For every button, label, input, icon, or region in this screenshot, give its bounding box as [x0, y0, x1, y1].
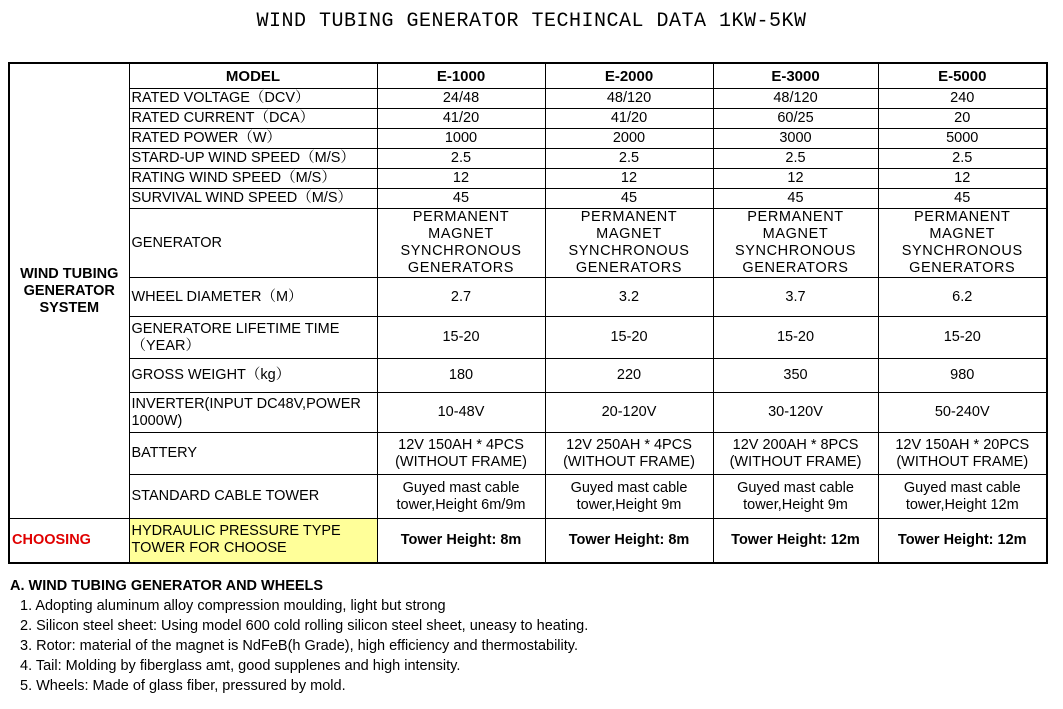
- header-row: [9, 63, 1047, 89]
- row-label: WHEEL DIAMETER（M）: [129, 278, 377, 317]
- tower-height-cell: Tower Height: 12m: [878, 519, 1047, 563]
- list-item: 5. Wheels: Made of glass fiber, pressured by mold.: [20, 678, 346, 694]
- table-cell: 980: [878, 359, 1047, 393]
- table-cell: 2.7: [377, 278, 545, 317]
- tower-height-cell: Tower Height: 8m: [377, 519, 545, 563]
- table-cell: 45: [545, 189, 713, 209]
- table-cell: 45: [377, 189, 545, 209]
- table-cell: 12V 150AH * 4PCS (WITHOUT FRAME): [377, 433, 545, 475]
- table-cell: 3.2: [545, 278, 713, 317]
- notes-heading: A. WIND TUBING GENERATOR AND WHEELS: [10, 578, 324, 594]
- model-header-e3000: E-3000: [713, 63, 878, 89]
- table-cell: 12V 200AH * 8PCS (WITHOUT FRAME): [713, 433, 878, 475]
- table-cell: 48/120: [545, 89, 713, 109]
- table-row: [9, 169, 1047, 189]
- list-item: 1. Adopting aluminum alloy compression moulding, light but strong: [20, 598, 446, 614]
- table-cell: 12: [878, 169, 1047, 189]
- table-row: [9, 189, 1047, 209]
- table-row: [9, 89, 1047, 109]
- tower-height-cell: Tower Height: 12m: [713, 519, 878, 563]
- table-cell: 10-48V: [377, 393, 545, 433]
- table-cell: 41/20: [545, 109, 713, 129]
- table-row: [9, 433, 1047, 475]
- table-cell: 12V 150AH * 20PCS (WITHOUT FRAME): [878, 433, 1047, 475]
- table-cell: 12: [377, 169, 545, 189]
- table-cell: PERMANENT MAGNET SYNCHRONOUS GENERATORS: [878, 209, 1047, 278]
- row-label: RATED CURRENT（DCA）: [129, 109, 377, 129]
- row-label: GENERATORE LIFETIME TIME（YEAR）: [129, 317, 377, 359]
- table-cell: 240: [878, 89, 1047, 109]
- table-cell: 45: [713, 189, 878, 209]
- table-cell: 45: [878, 189, 1047, 209]
- row-label: SURVIVAL WIND SPEED（M/S）: [129, 189, 377, 209]
- table-cell: 2.5: [545, 149, 713, 169]
- table-cell: 15-20: [713, 317, 878, 359]
- table-cell: 2000: [545, 129, 713, 149]
- table-cell: 12: [545, 169, 713, 189]
- spec-table: [8, 62, 1048, 564]
- table-cell: 15-20: [377, 317, 545, 359]
- row-label: INVERTER(INPUT DC48V,POWER 1000W): [129, 393, 377, 433]
- table-row: [9, 109, 1047, 129]
- table-row: [9, 317, 1047, 359]
- table-cell: 60/25: [713, 109, 878, 129]
- choosing-row: [9, 519, 1047, 563]
- table-row: [9, 209, 1047, 278]
- table-cell: 41/20: [377, 109, 545, 129]
- table-cell: 220: [545, 359, 713, 393]
- table-cell: 5000: [878, 129, 1047, 149]
- table-cell: 24/48: [377, 89, 545, 109]
- table-cell: 350: [713, 359, 878, 393]
- table-cell: 20-120V: [545, 393, 713, 433]
- document-title: WIND TUBING GENERATOR TECHINCAL DATA 1KW-5KW: [256, 10, 807, 33]
- table-cell: 2.5: [377, 149, 545, 169]
- table-cell: 3000: [713, 129, 878, 149]
- table-cell: 6.2: [878, 278, 1047, 317]
- row-label: BATTERY: [129, 433, 377, 475]
- hydraulic-tower-option: HYDRAULIC PRESSURE TYPE TOWER FOR CHOOSE: [129, 519, 377, 563]
- row-label: RATED VOLTAGE（DCV）: [129, 89, 377, 109]
- table-cell: 12: [713, 169, 878, 189]
- table-cell: PERMANENT MAGNET SYNCHRONOUS GENERATORS: [545, 209, 713, 278]
- system-label-cell: [9, 63, 129, 519]
- table-row: [9, 129, 1047, 149]
- choosing-label: CHOOSING: [9, 519, 129, 563]
- list-item: 4. Tail: Molding by fiberglass amt, good supplenes and high intensity.: [20, 658, 461, 674]
- table-cell: 2.5: [878, 149, 1047, 169]
- model-header-e2000: E-2000: [545, 63, 713, 89]
- model-header-e5000: E-5000: [878, 63, 1047, 89]
- row-label: GROSS WEIGHT（kg）: [129, 359, 377, 393]
- row-label: RATED POWER（W）: [129, 129, 377, 149]
- model-header-e1000: E-1000: [377, 63, 545, 89]
- list-item: 2. Silicon steel sheet: Using model 600 cold rolling silicon steel sheet, uneasy to heating.: [20, 618, 589, 634]
- notes-section: [10, 576, 588, 696]
- table-cell: 12V 250AH * 4PCS (WITHOUT FRAME): [545, 433, 713, 475]
- table-cell: PERMANENT MAGNET SYNCHRONOUS GENERATORS: [713, 209, 878, 278]
- table-cell: 180: [377, 359, 545, 393]
- table-row: [9, 475, 1047, 519]
- table-row: [9, 359, 1047, 393]
- table-cell: Guyed mast cable tower,Height 9m: [713, 475, 878, 519]
- table-cell: Guyed mast cable tower,Height 12m: [878, 475, 1047, 519]
- row-label: STANDARD CABLE TOWER: [129, 475, 377, 519]
- table-cell: 20: [878, 109, 1047, 129]
- table-cell: 15-20: [545, 317, 713, 359]
- table-cell: 3.7: [713, 278, 878, 317]
- table-cell: 30-120V: [713, 393, 878, 433]
- table-cell: 1000: [377, 129, 545, 149]
- table-cell: 48/120: [713, 89, 878, 109]
- table-cell: 15-20: [878, 317, 1047, 359]
- tower-height-cell: Tower Height: 8m: [545, 519, 713, 563]
- row-label: RATING WIND SPEED（M/S）: [129, 169, 377, 189]
- row-label: STARD-UP WIND SPEED（M/S）: [129, 149, 377, 169]
- row-label: GENERATOR: [129, 209, 377, 278]
- table-row: [9, 149, 1047, 169]
- table-row: [9, 278, 1047, 317]
- system-label: WIND TUBING GENERATOR SYSTEM: [20, 265, 119, 316]
- table-cell: Guyed mast cable tower,Height 6m/9m: [377, 475, 545, 519]
- table-cell: 50-240V: [878, 393, 1047, 433]
- table-row: [9, 393, 1047, 433]
- table-cell: 2.5: [713, 149, 878, 169]
- list-item: 3. Rotor: material of the magnet is NdFeB(h Grade), high efficiency and thermostability.: [20, 638, 578, 654]
- table-cell: Guyed mast cable tower,Height 9m: [545, 475, 713, 519]
- table-cell: PERMANENT MAGNET SYNCHRONOUS GENERATORS: [377, 209, 545, 278]
- model-header: MODEL: [129, 63, 377, 89]
